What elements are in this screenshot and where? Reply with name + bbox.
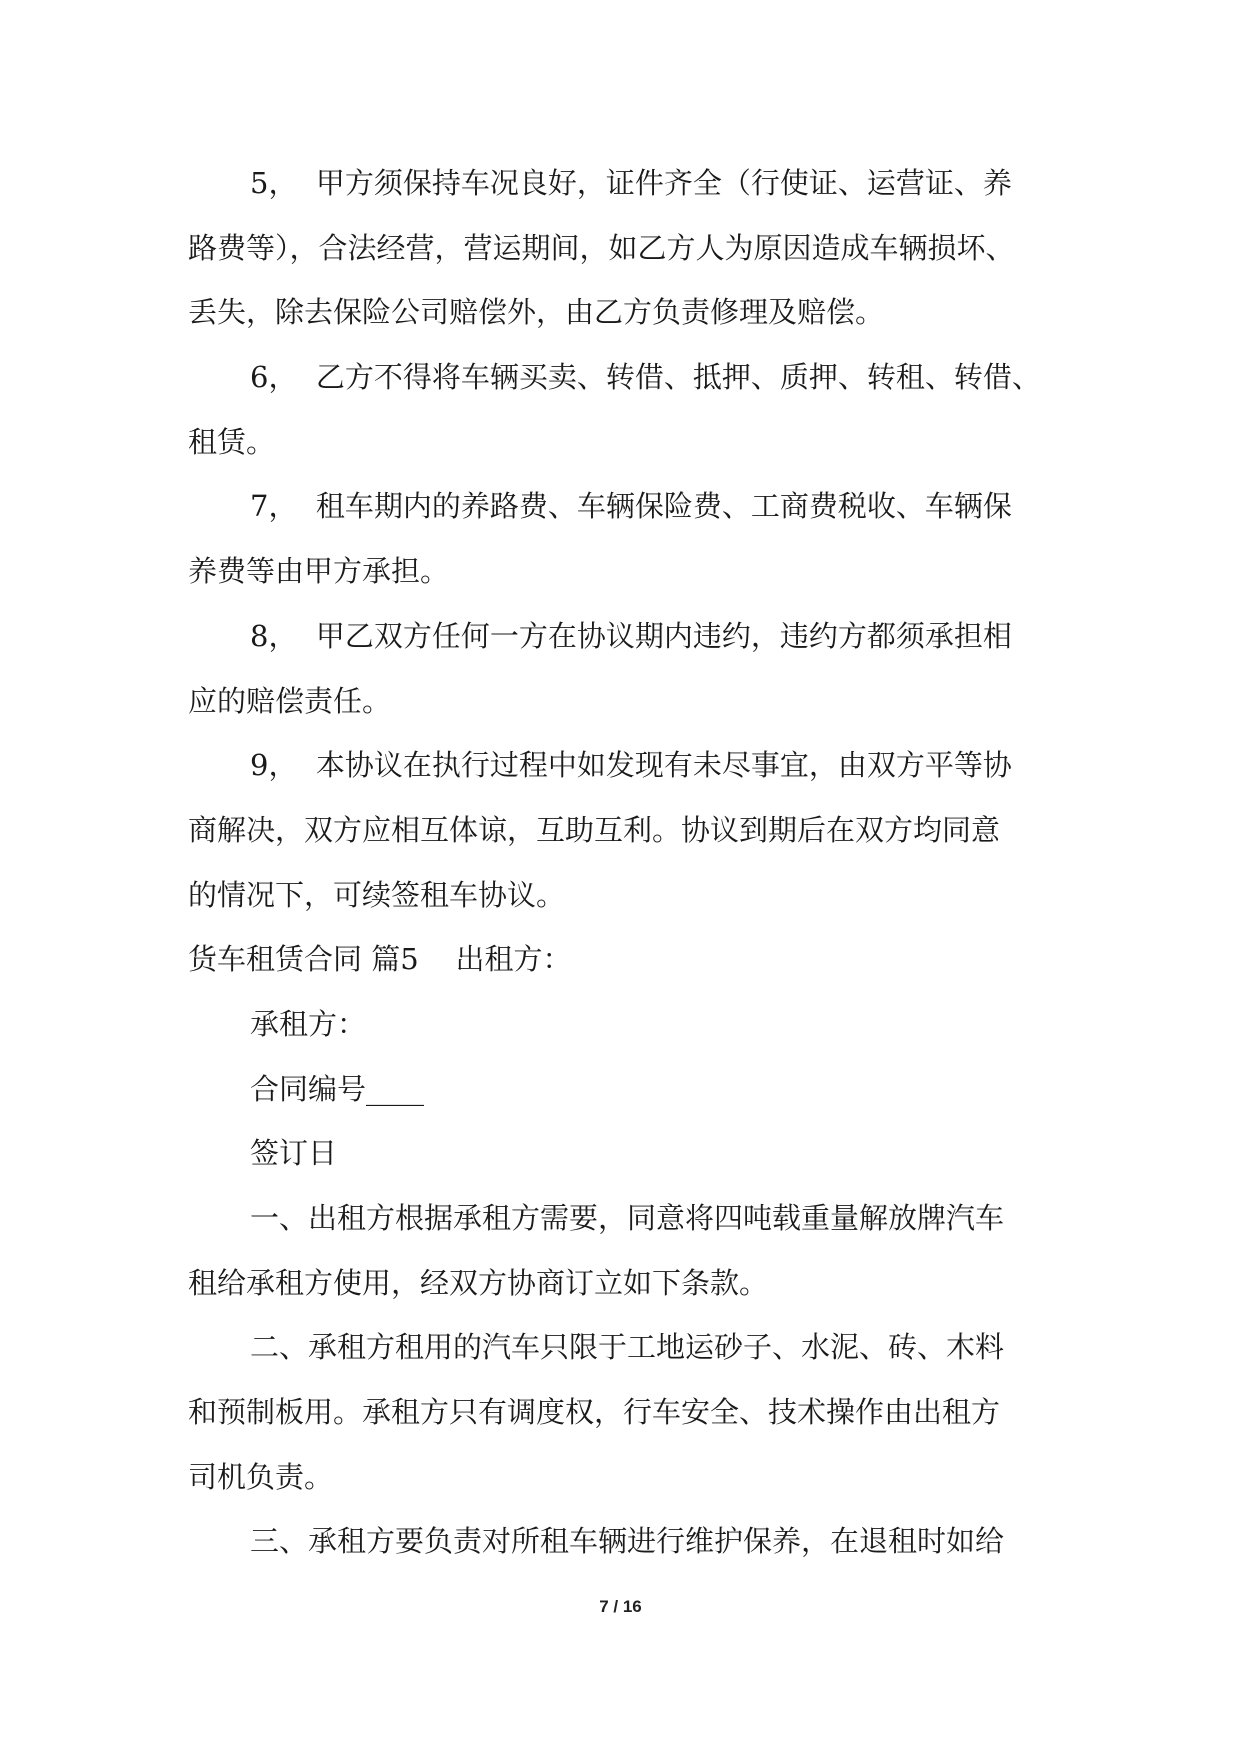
text-line: 租给承租方使用，经双方协商订立如下条款。 (188, 1265, 769, 1300)
text-line: 9， 本协议在执行过程中如发现有未尽事宜，由双方平等协 (250, 748, 1012, 783)
text-line: 路费等），合法经营，营运期间，如乙方人为原因造成车辆损坏、 (188, 230, 1015, 265)
text-line: 签订日 (250, 1136, 338, 1171)
section-heading: 货车租赁合同 篇5 出租方： (188, 942, 572, 977)
text-line: 5， 甲方须保持车况良好，证件齐全（行使证、运营证、养 (250, 166, 1012, 200)
text-line: 租赁。 (188, 424, 276, 459)
text-line: 的情况下，可续签租车协议。 (188, 877, 566, 912)
text-line: 承租方： (250, 1006, 367, 1041)
text-line: 合同编号____ (250, 1071, 425, 1106)
text-line: 商解决，双方应相互体谅，互助互利。协议到期后在双方均同意 (188, 812, 1001, 847)
text-line: 和预制板用。承租方只有调度权，行车安全、技术操作由出租方 (188, 1395, 1001, 1430)
text-line: 丢失，除去保险公司赔偿外，由乙方负责修理及赔偿。 (188, 295, 885, 330)
text-line: 7， 租车期内的养路费、车辆保险费、工商费税收、车辆保 (250, 489, 1012, 524)
text-line: 8， 甲乙双方任何一方在协议期内违约，违约方都须承担相 (250, 618, 1012, 653)
document-body (188, 151, 1064, 1574)
text-line: 一、出租方根据承租方需要，同意将四吨载重量解放牌汽车 (250, 1201, 1005, 1235)
text-line: 二、承租方租用的汽车只限于工地运砂子、水泥、砖、木料 (250, 1330, 1005, 1365)
text-line: 司机负责。 (188, 1459, 334, 1494)
text-line: 6， 乙方不得将车辆买卖、转借、抵押、质押、转租、转借、 (250, 360, 1041, 395)
text-line: 三、承租方要负责对所租车辆进行维护保养，在退租时如给 (250, 1524, 1005, 1559)
text-line: 养费等由甲方承担。 (188, 554, 450, 589)
page-number: 7 / 16 (599, 1597, 642, 1616)
text-line: 应的赔偿责任。 (188, 683, 392, 718)
